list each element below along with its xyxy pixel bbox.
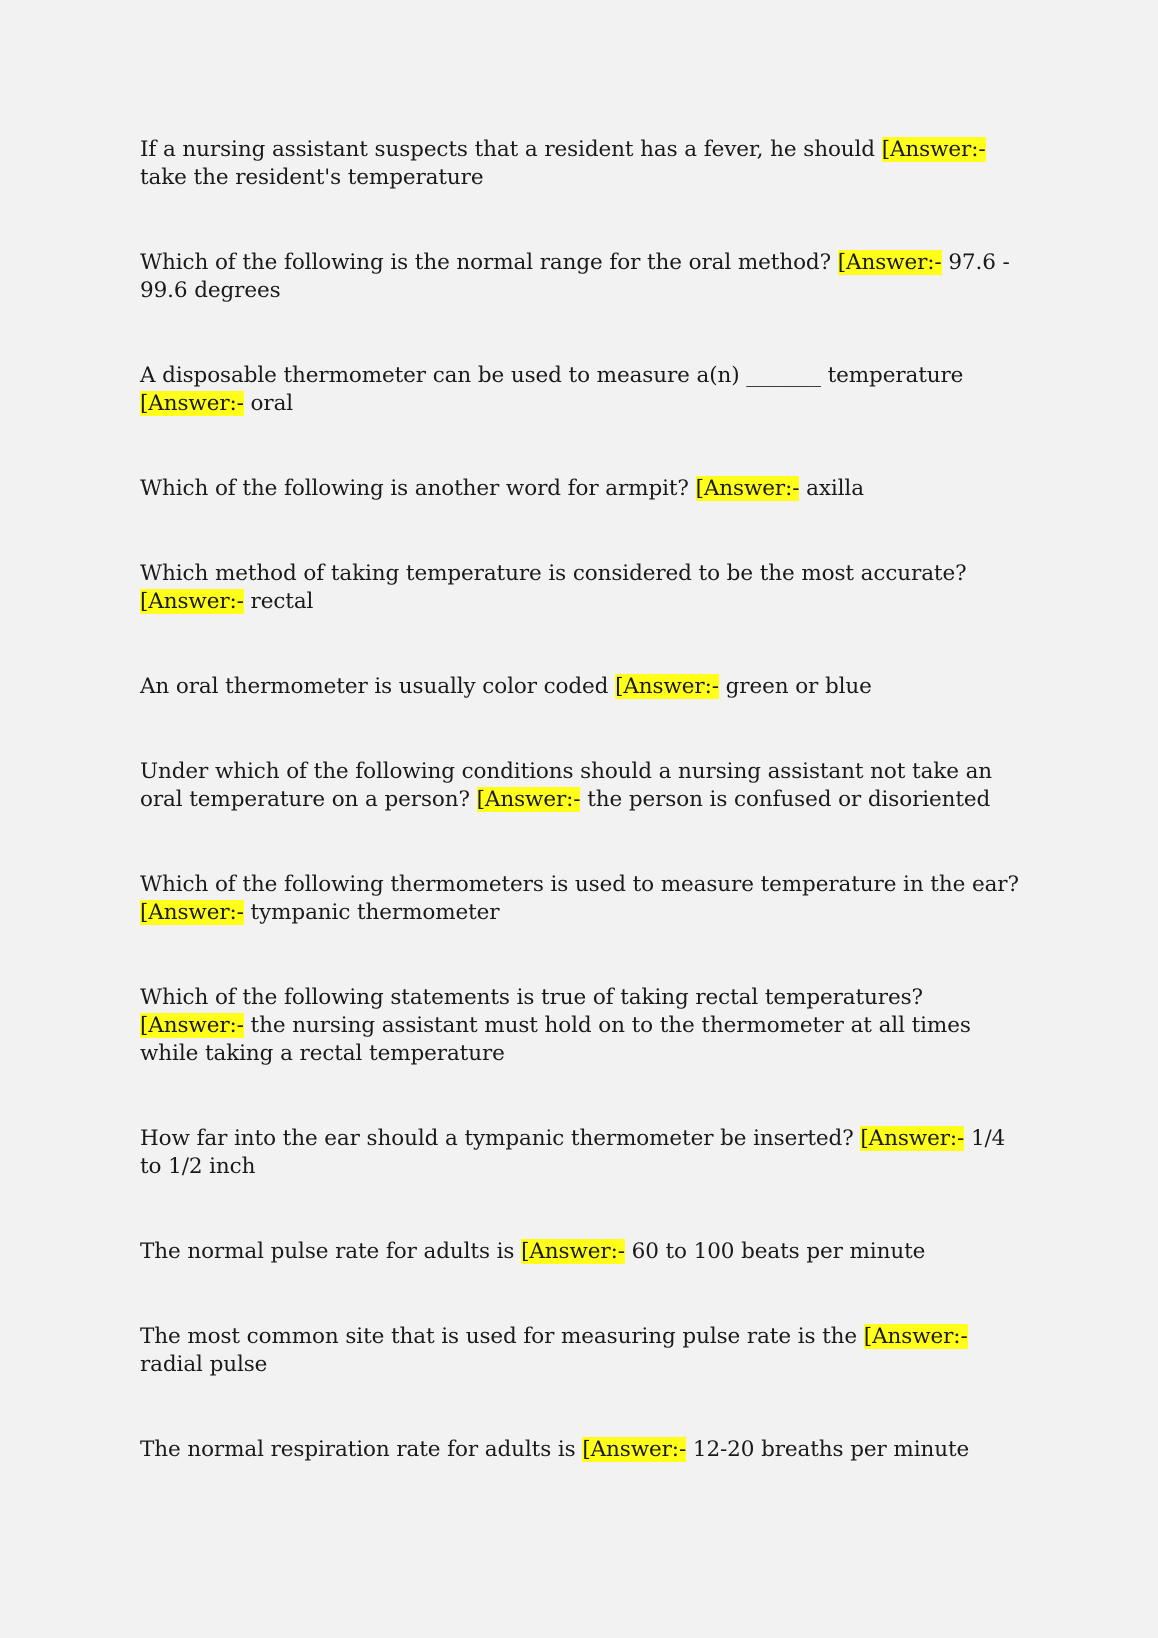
qa-item-10 <box>140 1125 1030 1181</box>
answer-marker: [Answer:- <box>615 674 719 699</box>
question-text: How far into the ear should a tympanic thermometer be inserted? <box>140 1126 854 1151</box>
qa-item-12 <box>140 1323 1030 1379</box>
answer-text: 97.6 - 99.6 degrees <box>140 250 1010 303</box>
question-text: The normal pulse rate for adults is <box>140 1239 515 1264</box>
qa-item-7 <box>140 758 1030 814</box>
answer-marker: [Answer:- <box>860 1126 965 1151</box>
answer-text: tympanic thermometer <box>250 900 500 925</box>
answer-text: axilla <box>806 476 864 501</box>
answer-marker: [Answer:- <box>140 391 244 416</box>
answer-marker: [Answer:- <box>140 589 244 614</box>
qa-item-2 <box>140 249 1030 305</box>
question-text: Which of the following thermometers is used to measure temperature in the ear? <box>140 872 1019 897</box>
question-text: Under which of the following conditions should a nursing assistant not take an oral temperature on a person? <box>140 759 993 812</box>
document-page <box>140 136 1030 1464</box>
answer-text: 1/4 to 1/2 inch <box>140 1126 1006 1179</box>
question-text: The normal respiration rate for adults is <box>140 1437 576 1462</box>
qa-item-5 <box>140 560 1030 616</box>
answer-text: green or blue <box>725 674 872 699</box>
question-text: Which of the following statements is true of taking rectal temperatures? <box>140 985 923 1010</box>
question-text: An oral thermometer is usually color coded <box>140 674 609 699</box>
answer-marker: [Answer:- <box>863 1324 968 1349</box>
answer-marker: [Answer:- <box>140 1013 244 1038</box>
answer-text: oral <box>250 391 294 416</box>
question-text: If a nursing assistant suspects that a resident has a fever, he should <box>140 137 875 162</box>
answer-text: rectal <box>250 589 314 614</box>
answer-text: take the resident's temperature <box>140 165 484 190</box>
answer-marker: [Answer:- <box>521 1239 625 1264</box>
qa-item-13 <box>140 1436 1030 1464</box>
answer-text: 60 to 100 beats per minute <box>631 1239 926 1264</box>
qa-item-4 <box>140 475 1030 503</box>
answer-text: 12-20 breaths per minute <box>692 1437 970 1462</box>
answer-marker: [Answer:- <box>140 900 244 925</box>
answer-marker: [Answer:- <box>881 137 986 162</box>
answer-marker: [Answer:- <box>582 1437 687 1462</box>
answer-text: the nursing assistant must hold on to the thermometer at all times while taking a rectal temperature <box>140 1013 971 1066</box>
qa-item-3 <box>140 362 1030 418</box>
qa-item-6 <box>140 673 1030 701</box>
answer-marker: [Answer:- <box>695 476 800 501</box>
question-text: A disposable thermometer can be used to measure a(n) _______ temperature <box>140 363 964 388</box>
qa-item-11 <box>140 1238 1030 1266</box>
qa-item-8 <box>140 871 1030 927</box>
answer-text: the person is confused or disoriented <box>587 787 991 812</box>
question-text: Which of the following is the normal range for the oral method? <box>140 250 832 275</box>
qa-item-1 <box>140 136 1030 192</box>
question-text: The most common site that is used for measuring pulse rate is the <box>140 1324 858 1349</box>
answer-marker: [Answer:- <box>837 250 942 275</box>
answer-text: radial pulse <box>140 1352 268 1377</box>
question-text: Which of the following is another word for armpit? <box>140 476 689 501</box>
qa-item-9 <box>140 984 1030 1068</box>
question-text: Which method of taking temperature is considered to be the most accurate? <box>140 561 967 586</box>
answer-marker: [Answer:- <box>476 787 581 812</box>
